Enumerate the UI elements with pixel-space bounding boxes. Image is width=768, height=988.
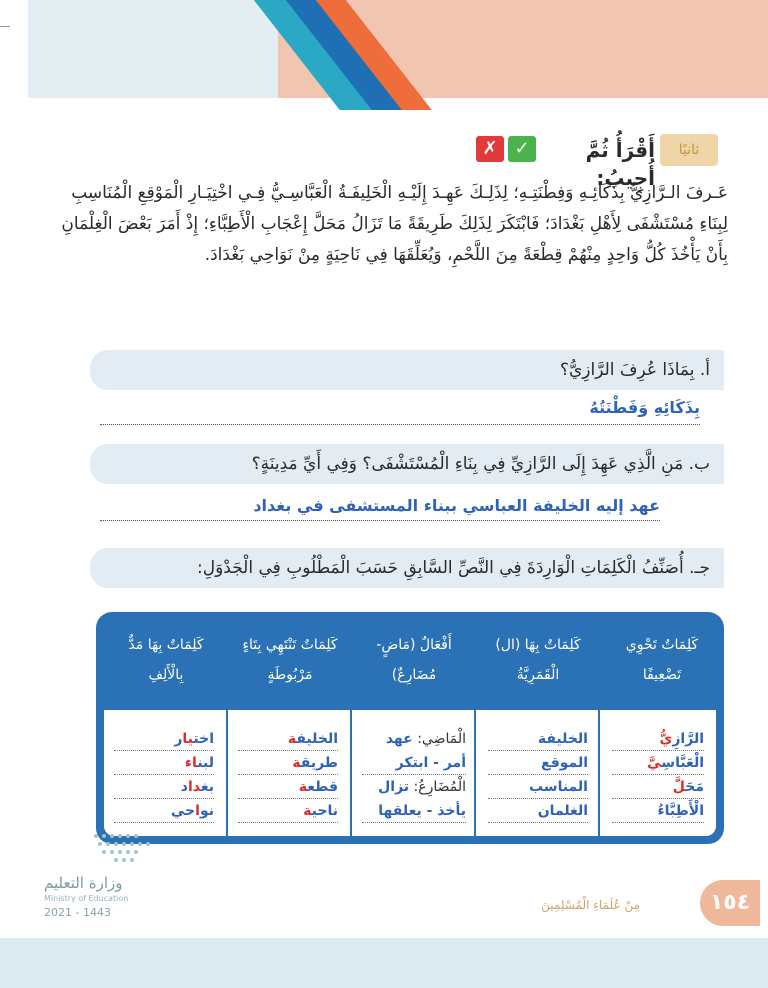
- alif-item: نواحي: [114, 800, 214, 823]
- ministry-name-arabic: وزارة التعليم: [44, 874, 123, 892]
- top-banner: [28, 0, 768, 98]
- alif-item: لبناء: [114, 752, 214, 775]
- cross-icon: ✗: [476, 136, 504, 162]
- table-body: [104, 710, 716, 836]
- alif-item: بغداد: [114, 776, 214, 799]
- ministry-name-english: Ministry of Education: [44, 894, 129, 903]
- marbuta-item: ناحية: [238, 800, 338, 823]
- header-tashdid: كَلِمَاتٌ تَحْوِي تَضْعِيفًا: [625, 637, 699, 683]
- column-divider: [474, 710, 476, 836]
- qamariya-item: الخليفة: [488, 728, 588, 751]
- column-divider: [598, 710, 600, 836]
- unit-title: مِنْ عُلَمَاءِ الْمُسْلِمِينَ: [541, 898, 640, 912]
- header-verbs: أَفْعَالٌ (مَاضٍ- مُضَارِعٌ): [376, 637, 452, 683]
- ministry-logo-dots-icon: [90, 830, 152, 866]
- marbuta-item: الخليفة: [238, 728, 338, 751]
- question-c-bar: [90, 548, 724, 588]
- question-b-text: ب. مَنِ الَّذِي عَهِدَ إِلَى الرَّازِيِّ فِي بِنَاءِ الْمُسْتَشْفَى؟ وَفِي أَيِّ مَدِينَةٍ؟: [251, 454, 710, 474]
- classification-table: [96, 612, 724, 844]
- marbuta-item: قطعة: [238, 776, 338, 799]
- margin-tick: [0, 26, 10, 27]
- page-number: ١٥٤: [700, 880, 760, 926]
- question-c-text: جـ. أُصَنِّفُ الْكَلِمَاتِ الْوَارِدَةَ فِي النَّصِّ السَّابِقِ حَسَبَ الْمَطْلُوبِ فِي الْجَدْوَلِ:: [197, 558, 710, 578]
- header-marbuta: كَلِمَاتٌ تَنْتَهِي بِتَاءٍ مَرْبُوطَةٍ: [242, 637, 338, 683]
- qamariya-item: الموقع: [488, 752, 588, 775]
- question-a-text: أ. بِمَاذَا عُرِفَ الرَّازِيُّ؟: [559, 360, 710, 380]
- tashdid-item: الْعَبَّاسِيَّ: [612, 752, 704, 775]
- header-alif: كَلِمَاتٌ بِهَا مَدٌّ بِالْأَلِفِ: [128, 637, 204, 683]
- question-b-bar: [90, 444, 724, 484]
- verbs-present: الْمُضَارِعُ: تزال: [378, 779, 466, 795]
- tashdid-item: مَحَلَّ: [612, 776, 704, 799]
- qamariya-item: الغلمان: [488, 800, 588, 823]
- question-a-bar: [90, 350, 724, 390]
- verbs-past-2: أمر - ابتكر: [362, 752, 466, 775]
- answer-b-text: عهد إليه الخليفة العباسي ببناء المستشفى في بغداد: [253, 496, 660, 515]
- answer-a-line: [100, 398, 700, 425]
- top-banner-pale: [28, 0, 278, 98]
- tashdid-item: الْأَطِبَّاءُ: [612, 800, 704, 823]
- tashdid-item: الرَّازِيُّ: [612, 728, 704, 751]
- verbs-past: الْمَاضِي: عهد: [385, 731, 466, 747]
- answer-a-text: بِذَكَائِهِ وَفَطْنَتُهُ: [589, 398, 700, 417]
- marbuta-item: طريقة: [238, 752, 338, 775]
- verbs-present-2: يأخذ - يعلقها: [362, 800, 466, 823]
- bottom-banner: [0, 938, 768, 988]
- check-icon: ✓: [508, 136, 536, 162]
- column-divider: [350, 710, 352, 836]
- column-divider: [226, 710, 228, 836]
- answer-b-line: [100, 496, 660, 521]
- alif-item: اختيار: [114, 728, 214, 751]
- header-qamariya: كَلِمَاتٌ بِهَا (ال) الْقَمَرِيَّةُ: [495, 637, 581, 683]
- section-title: أَقْرَأُ ثُمَّ أُجِيبُ:: [585, 138, 655, 190]
- edition-year: 2021 - 1443: [44, 906, 111, 919]
- reading-passage: عَـرفَ الـرَّازِيُّ بِذَكَائِـهِ وَفِطْنَتِـهِ؛ لِذَلِـكَ عَهِـدَ إِلَيْـهِ الْخَلِيفَـةُ الْعَبَّاسِـيُّ فِـي اخْتِيَـارِ الْمَوْقِعِ الْمُنَاسِبِ لِبِنَاءِ مُسْتَشْفَى لِأَهْلِ بَغْدَادَ؛ فَابْتَكَرَ لِذَلِكَ طَرِيقَةً مَا تَزَالُ مَحَلَّ إِعْجَابِ الْأَطِبَّاءِ؛ إِذْ أَمَرَ بَعْضَ الْغِلْمَانِ بِأَنْ يَأْخُذَ كُلُّ وَاحِدٍ مِنْهُمْ قِطْعَةً مِنَ اللَّحْمِ، وَيُعَلِّقَهَا فِي نَاحِيَةٍ مِنْ نَوَاحِي بَغْدَادَ.: [61, 183, 728, 265]
- section-badge: ثانيًا: [660, 134, 718, 166]
- qamariya-item: المناسب: [488, 776, 588, 799]
